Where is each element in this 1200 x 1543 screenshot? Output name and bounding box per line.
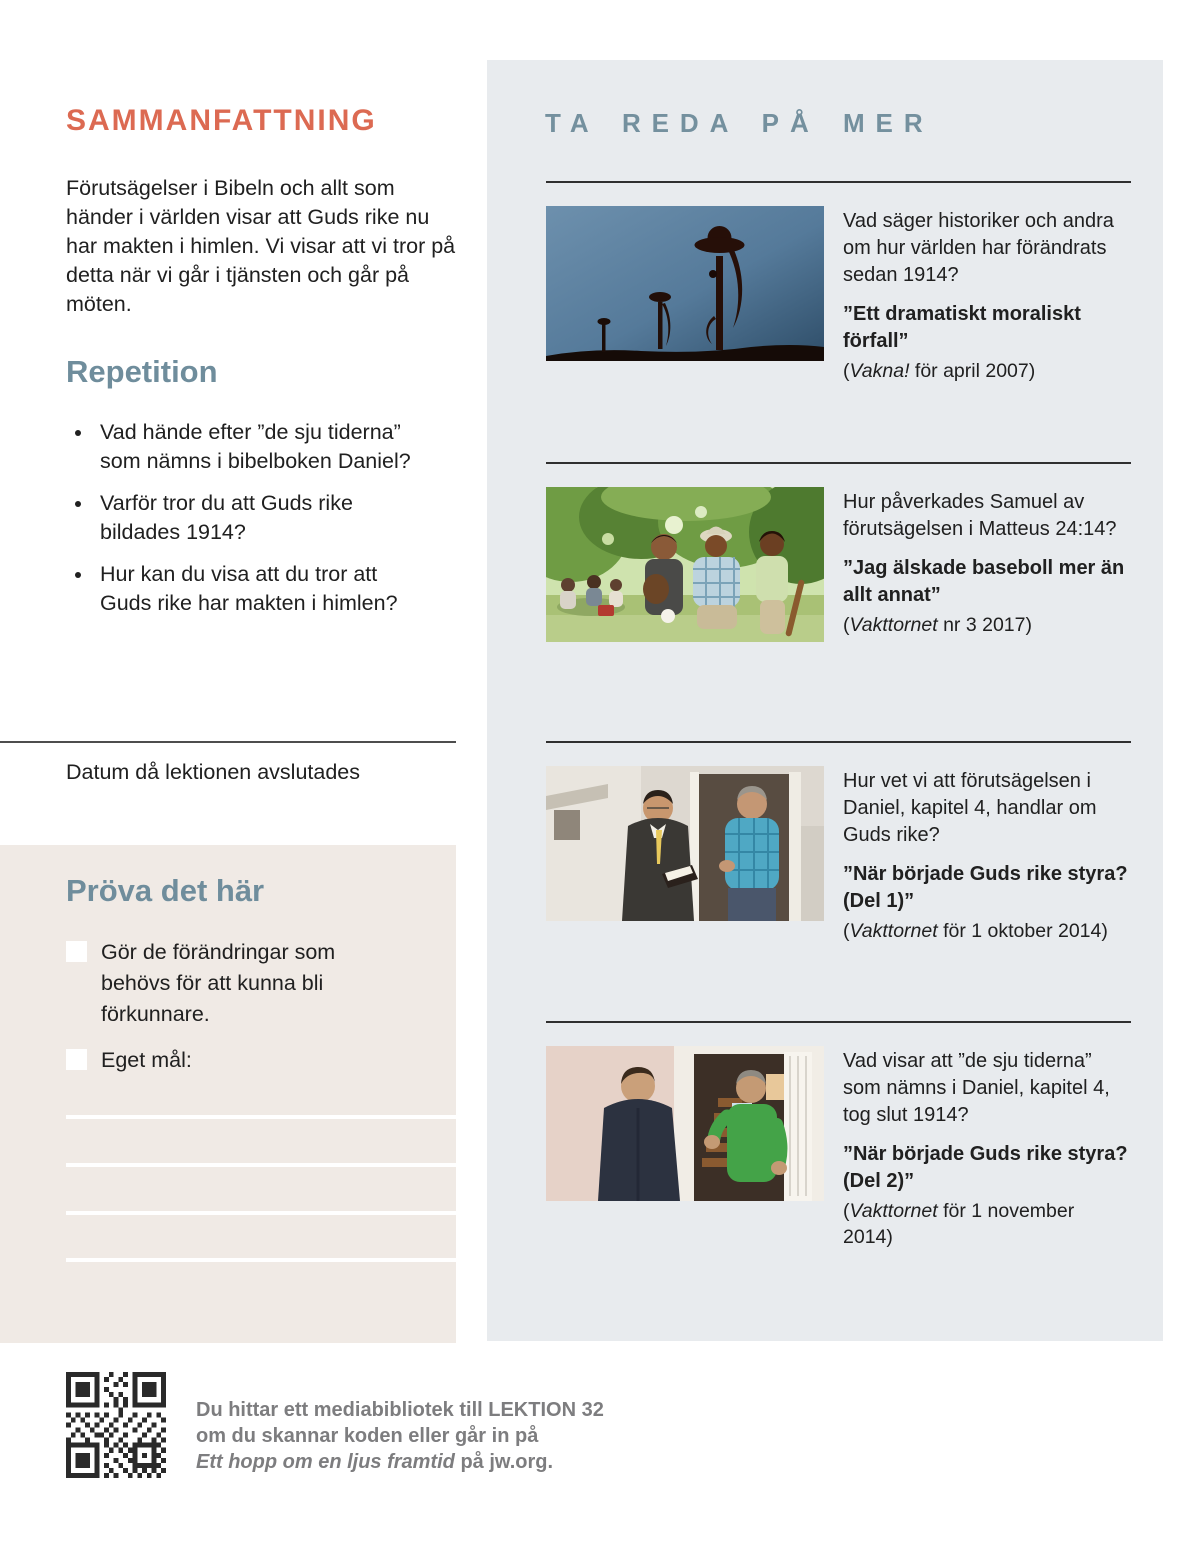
entry-divider — [546, 462, 1131, 464]
qr-code — [66, 1372, 166, 1478]
writing-line[interactable] — [66, 1163, 456, 1167]
entry-source: (Vakttornet för 1 oktober 2014) — [843, 920, 1108, 942]
writing-line[interactable] — [66, 1115, 456, 1119]
memorial-thumbnail — [546, 206, 824, 361]
date-divider — [0, 741, 456, 743]
entry-text — [843, 1046, 1128, 1250]
entry-title: ”När började Guds rike styra? (Del 2)” — [843, 1143, 1128, 1192]
find-out-more-panel — [487, 60, 1163, 1341]
find-out-more-entry — [546, 1021, 1131, 1250]
find-out-more-entry — [546, 181, 1131, 384]
picnic-thumbnail — [546, 487, 824, 642]
try-this-box — [0, 845, 456, 1343]
find-out-more-title: TA REDA PÅ MER — [545, 108, 934, 138]
qr-caption-line: om du skannar koden eller går in på — [196, 1425, 539, 1447]
checklist-label: Eget mål: — [101, 1048, 192, 1072]
entry-divider — [546, 181, 1131, 183]
entry-text — [843, 206, 1128, 384]
entry-title: ”Jag älskade baseboll mer än allt annat” — [843, 557, 1125, 606]
checkbox[interactable] — [66, 941, 87, 962]
find-out-more-entry — [546, 741, 1131, 944]
review-title: Repetition — [66, 354, 218, 389]
review-item — [94, 560, 426, 618]
entry-source: (Vakttornet för 1 november 2014) — [843, 1200, 1075, 1248]
entry-divider — [546, 741, 1131, 743]
review-list — [66, 418, 426, 618]
entry-question: Vad visar att ”de sju tiderna” som nämns i Daniel, kapitel 4, tog slut 1914? — [843, 1050, 1110, 1126]
doorway-greeting-thumbnail — [546, 1046, 824, 1201]
review-item — [94, 418, 426, 476]
review-item-text: Hur kan du visa att du tror att Guds rike har makten i himlen? — [100, 562, 398, 615]
review-item-text: Varför tror du att Guds rike bildades 1914? — [100, 491, 353, 544]
review-item — [94, 489, 426, 547]
checkbox[interactable] — [66, 1049, 87, 1070]
background-picnic-group — [557, 575, 625, 616]
checklist-label: Gör de förändringar som behövs för att kunna bli förkunnare. — [101, 940, 336, 1026]
entry-title: ”När började Guds rike styra? (Del 1)” — [843, 863, 1128, 912]
checklist-item — [66, 1045, 381, 1076]
entry-question: Vad säger historiker och andra om hur världen har förändrats sedan 1914? — [843, 210, 1114, 286]
entry-text — [843, 487, 1128, 642]
summary-section — [66, 104, 458, 631]
qr-footer — [66, 1372, 604, 1478]
entry-question: Hur vet vi att förutsägelsen i Daniel, kapitel 4, handlar om Guds rike? — [843, 770, 1097, 846]
entry-source: (Vakttornet nr 3 2017) — [843, 614, 1032, 636]
date-completed-label: Datum då lektionen avslutades — [66, 760, 361, 784]
entry-divider — [546, 1021, 1131, 1023]
writing-line[interactable] — [66, 1211, 456, 1215]
writing-line[interactable] — [66, 1258, 456, 1262]
qr-caption-line: Du hittar ett mediabibliotek till LEKTION 32 — [196, 1399, 604, 1421]
try-this-title: Pröva det här — [66, 873, 265, 908]
entry-text — [843, 766, 1128, 944]
checklist-item — [66, 937, 381, 1030]
summary-text: Förutsägelser i Bibeln och allt som händer i världen visar att Guds rike nu har makten i himlen. Vi visar att vi tror på detta när vi går i tjänsten och går på möten. — [66, 176, 456, 316]
qr-caption-line: Ett hopp om en ljus framtid på jw.org. — [196, 1451, 554, 1473]
bible-discussion-thumbnail — [546, 766, 824, 921]
summary-title: SAMMANFATTNING — [66, 104, 377, 137]
qr-caption — [196, 1372, 604, 1478]
find-out-more-entry — [546, 462, 1131, 642]
review-item-text: Vad hände efter ”de sju tiderna” som nämns i bibelboken Daniel? — [100, 420, 411, 473]
entry-title: ”Ett dramatiskt moraliskt förfall” — [843, 303, 1081, 352]
entry-question: Hur påverkades Samuel av förutsägelsen i Matteus 24:14? — [843, 491, 1117, 540]
entry-source: (Vakna! för april 2007) — [843, 360, 1036, 382]
